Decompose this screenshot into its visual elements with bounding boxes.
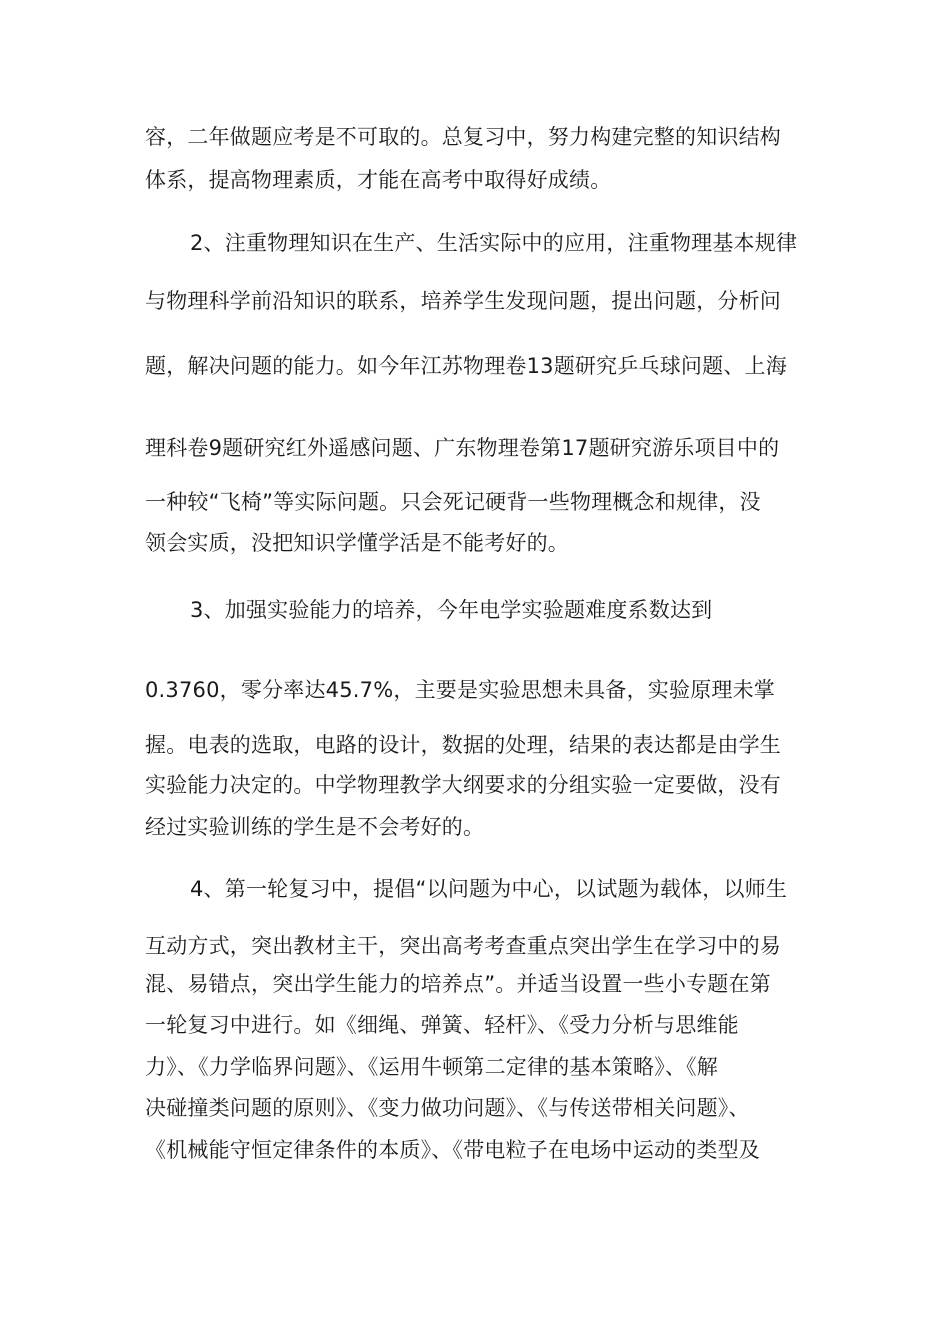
text-line-6: 理科卷9题研究红外遥感问题、广东物理卷第17题研究游乐项目中的: [145, 436, 780, 460]
text-line-16: 混、易错点，突出学生能力的培养点”。并适当设置一些小专题在第: [145, 972, 771, 996]
text-line-5: 题，解决问题的能力。如今年江苏物理卷13题研究乒乓球问题、上海: [145, 354, 787, 378]
text-line-11: 握。电表的选取，电路的设计，数据的处理，结果的表达都是由学生: [145, 733, 781, 757]
text-line-9: 3、加强实验能力的培养，今年电学实验题难度系数达到: [190, 598, 713, 622]
text-line-8: 领会实质，没把知识学懂学活是不能考好的。: [145, 531, 569, 555]
text-line-3: 2、注重物理知识在生产、生活实际中的应用，注重物理基本规律: [190, 231, 798, 255]
text-line-14: 4、第一轮复习中，提倡“以问题为中心，以试题为载体，以师生: [190, 877, 788, 901]
text-line-19: 决碰撞类问题的原则》、《变力做功问题》、《与传送带相关问题》、: [145, 1096, 750, 1120]
text-line-15: 互动方式，突出教材主干，突出高考考查重点突出学生在学习中的易: [145, 934, 781, 958]
text-line-13: 经过实验训练的学生是不会考好的。: [145, 815, 485, 839]
text-line-10: 0.3760，零分率达45.7%，主要是实验思想未具备，实验原理未掌: [145, 678, 775, 702]
text-line-18: 力》、《力学临界问题》、《运用牛顿第二定律的基本策略》、《解: [145, 1055, 718, 1079]
text-line-7: 一种较“飞椅”等实际问题。只会死记硬背一些物理概念和规律，没: [145, 490, 761, 514]
text-line-17: 一轮复习中进行。如《细绳、弹簧、轻杆》、《受力分析与思维能: [145, 1013, 739, 1037]
text-line-12: 实验能力决定的。中学物理教学大纲要求的分组实验一定要做，没有: [145, 773, 781, 797]
text-line-4: 与物理科学前沿知识的联系，培养学生发现问题，提出问题，分析问: [145, 289, 781, 313]
text-line-2: 体系，提高物理素质，才能在高考中取得好成绩。: [145, 168, 612, 192]
text-line-1: 容，二年做题应考是不可取的。总复习中，努力构建完整的知识结构: [145, 125, 781, 149]
text-line-20: 《机械能守恒定律条件的本质》、《带电粒子在电场中运动的类型及: [145, 1138, 760, 1162]
